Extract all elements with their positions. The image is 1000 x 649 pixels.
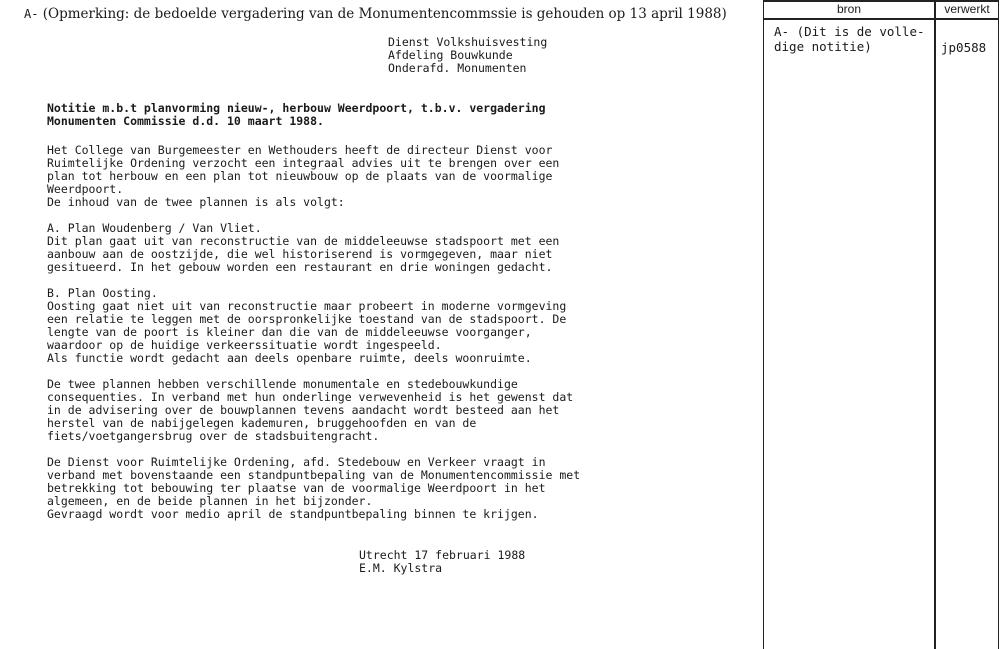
body-line: Ruimtelijke Ordening verzocht een integraal advies uit te brengen over een bbox=[47, 156, 560, 170]
body-line: gesitueerd. In het gebouw worden een restaurant en drie woningen gedacht. bbox=[47, 260, 553, 274]
remark-prefix: A- bbox=[24, 7, 39, 21]
body-line: fiets/voetgangersbrug over de stadsbuitengracht. bbox=[47, 429, 380, 443]
body-text bbox=[47, 144, 580, 521]
body-line: Gevraagd wordt voor medio april de standpuntbepaling binnen te krijgen. bbox=[47, 507, 539, 521]
signature-name: E.M. Kylstra bbox=[359, 561, 443, 575]
department-line: Dienst Volkshuisvesting bbox=[388, 35, 548, 49]
body-line: Oosting gaat niet uit van reconstructie maar probeert in moderne vormgeving bbox=[47, 299, 567, 313]
body-line: betrekking tot bebouwing ter plaatse van de voormalige Weerdpoort in het bbox=[47, 481, 546, 495]
signature-place-date: Utrecht 17 februari 1988 bbox=[359, 548, 526, 562]
department-line: Afdeling Bouwkunde bbox=[388, 48, 513, 62]
body-line: algemeen, en de beide plannen in het bijzonder. bbox=[47, 494, 373, 508]
bron-note-line: A- (Dit is de volle- bbox=[774, 24, 925, 39]
department-line: Onderafd. Monumenten bbox=[388, 61, 527, 75]
column-header-verwerkt: verwerkt bbox=[944, 2, 990, 16]
subject-line: Notitie m.b.t planvorming nieuw-, herbouw Weerdpoort, t.b.v. vergadering bbox=[47, 101, 546, 115]
verwerkt-code: jp0588 bbox=[941, 40, 987, 55]
body-line: herstel van de nabijgelegen kademuren, bruggehoofden en van de bbox=[47, 416, 477, 430]
bron-note bbox=[774, 24, 925, 54]
body-line: De inhoud van de twee plannen is als volgt: bbox=[47, 195, 345, 209]
body-line: lengte van de poort is kleiner dan die van de middeleeuwse voorganger, bbox=[47, 325, 532, 339]
table-header-divider bbox=[764, 18, 998, 20]
table-column-divider bbox=[934, 0, 936, 649]
body-line: in de advisering over de bouwplannen tevens aandacht wordt besteed aan het bbox=[47, 403, 560, 417]
body-line: aanbouw aan de oostzijde, die wel historiserend is vormgegeven, maar niet bbox=[47, 247, 553, 261]
bron-note-line: dige notitie) bbox=[774, 39, 872, 54]
signature-block bbox=[359, 549, 525, 575]
editor-remark bbox=[24, 6, 727, 22]
department-block bbox=[388, 36, 547, 75]
body-line: plan tot herbouw en een plan tot nieuwbouw op de plaats van de voormalige bbox=[47, 169, 553, 183]
body-line: De twee plannen hebben verschillende monumentale en stedebouwkundige bbox=[47, 377, 518, 391]
subject-line: Monumenten Commissie d.d. 10 maart 1988. bbox=[47, 114, 324, 128]
body-line: een relatie te leggen met de oorspronkelijke toestand van de stadspoort. De bbox=[47, 312, 567, 326]
source-table bbox=[763, 0, 999, 649]
body-line: Dit plan gaat uit van reconstructie van de middeleeuwse stadspoort met een bbox=[47, 234, 560, 248]
body-line: waardoor op de huidige verkeerssituatie wordt ingespeeld. bbox=[47, 338, 442, 352]
body-line: B. Plan Oosting. bbox=[47, 286, 158, 300]
body-line: Het College van Burgemeester en Wethouders heeft de directeur Dienst voor bbox=[47, 143, 553, 157]
body-line: De Dienst voor Ruimtelijke Ordening, afd. Stedebouw en Verkeer vraagt in bbox=[47, 455, 546, 469]
body-line: consequenties. In verband met hun onderlinge verwevenheid is het gewenst dat bbox=[47, 390, 574, 404]
body-line: verband met bovenstaande een standpuntbepaling van de Monumentencommissie met bbox=[47, 468, 581, 482]
body-line: Weerdpoort. bbox=[47, 182, 124, 196]
subject-heading bbox=[47, 102, 546, 128]
remark-text: (Opmerking: de bedoelde vergadering van de Monumentencommssie is gehouden op 13 april 1988) bbox=[42, 6, 727, 22]
body-line: Als functie wordt gedacht aan deels openbare ruimte, deels woonruimte. bbox=[47, 351, 532, 365]
body-line: A. Plan Woudenberg / Van Vliet. bbox=[47, 221, 262, 235]
column-header-bron: bron bbox=[836, 2, 862, 16]
